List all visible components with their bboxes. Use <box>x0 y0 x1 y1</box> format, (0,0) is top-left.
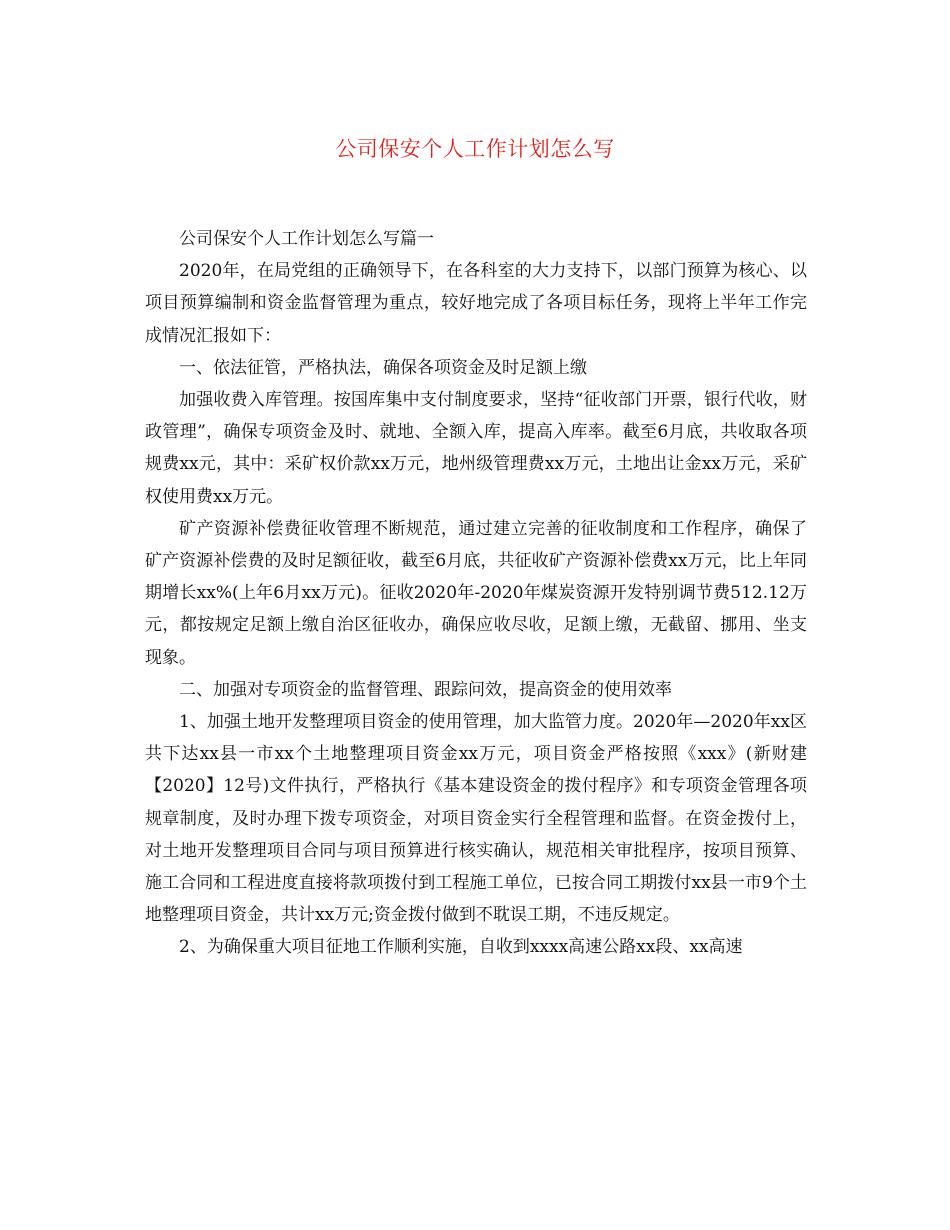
section-heading: 一、依法征管，严格执法，确保各项资金及时足额上缴 <box>179 357 587 378</box>
section-heading: 二、加强对专项资金的监督管理、跟踪问效，提高资金的使用效率 <box>179 679 672 700</box>
paragraph: 2020年，在局党组的正确领导下，在各科室的大力支持下，以部门预算为核心、以项目预算编制和资金监督管理为重点，较好地完成了各项目标任务，现将上半年工作完成情况汇报如下： <box>145 261 807 346</box>
paragraph: 2、为确保重大项目征地工作顺利实施，自收到xxxx高速公路xx段、xx高速 <box>179 937 743 958</box>
paragraph: 矿产资源补偿费征收管理不断规范，通过建立完善的征收制度和工作程序，确保了矿产资源补偿费的及时足额征收，截至6月底，共征收矿产资源补偿费xx万元，比上年同期增长xx%(上年6月xx万元)。征收2020年-2020年煤炭资源开发特别调节费512.12万元，都按规定足额上缴自治区征收办，确保应收尽收，足额上缴，无截留、挪用、坐支现象。 <box>145 518 807 668</box>
paragraph: 加强收费入库管理。按国库集中支付制度要求，坚持“征收部门开票，银行代收，财政管理”，确保专项资金及时、就地、全额入库，提高入库率。截至6月底，共收取各项规费xx元，其中：采矿权价款xx万元，地州级管理费xx万元，土地出让金xx万元，采矿权使用费xx万元。 <box>145 390 807 507</box>
document-body <box>145 223 807 964</box>
paragraph: 1、加强土地开发整理项目资金的使用管理，加大监管力度。2020年—2020年xx区共下达xx县一市xx个土地整理项目资金xx万元，项目资金严格按照《xxx》(新财建【2020】12号)文件执行，严格执行《基本建设资金的拨付程序》和专项资金管理各项规章制度，及时办理下拨专项资金，对项目资金实行全程管理和监督。在资金拨付上，对土地开发整理项目合同与项目预算进行核实确认，规范相关审批程序，按项目预算、施工合同和工程进度直接将款项拨付到工程施工单位，已按合同工期拨付xx县一市9个土地整理项目资金，共计xx万元;资金拨付做到不耽误工期，不违反规定。 <box>145 712 807 926</box>
document-title: 公司保安个人工作计划怎么写 <box>335 137 615 161</box>
section-heading: 公司保安个人工作计划怎么写篇一 <box>179 229 434 249</box>
